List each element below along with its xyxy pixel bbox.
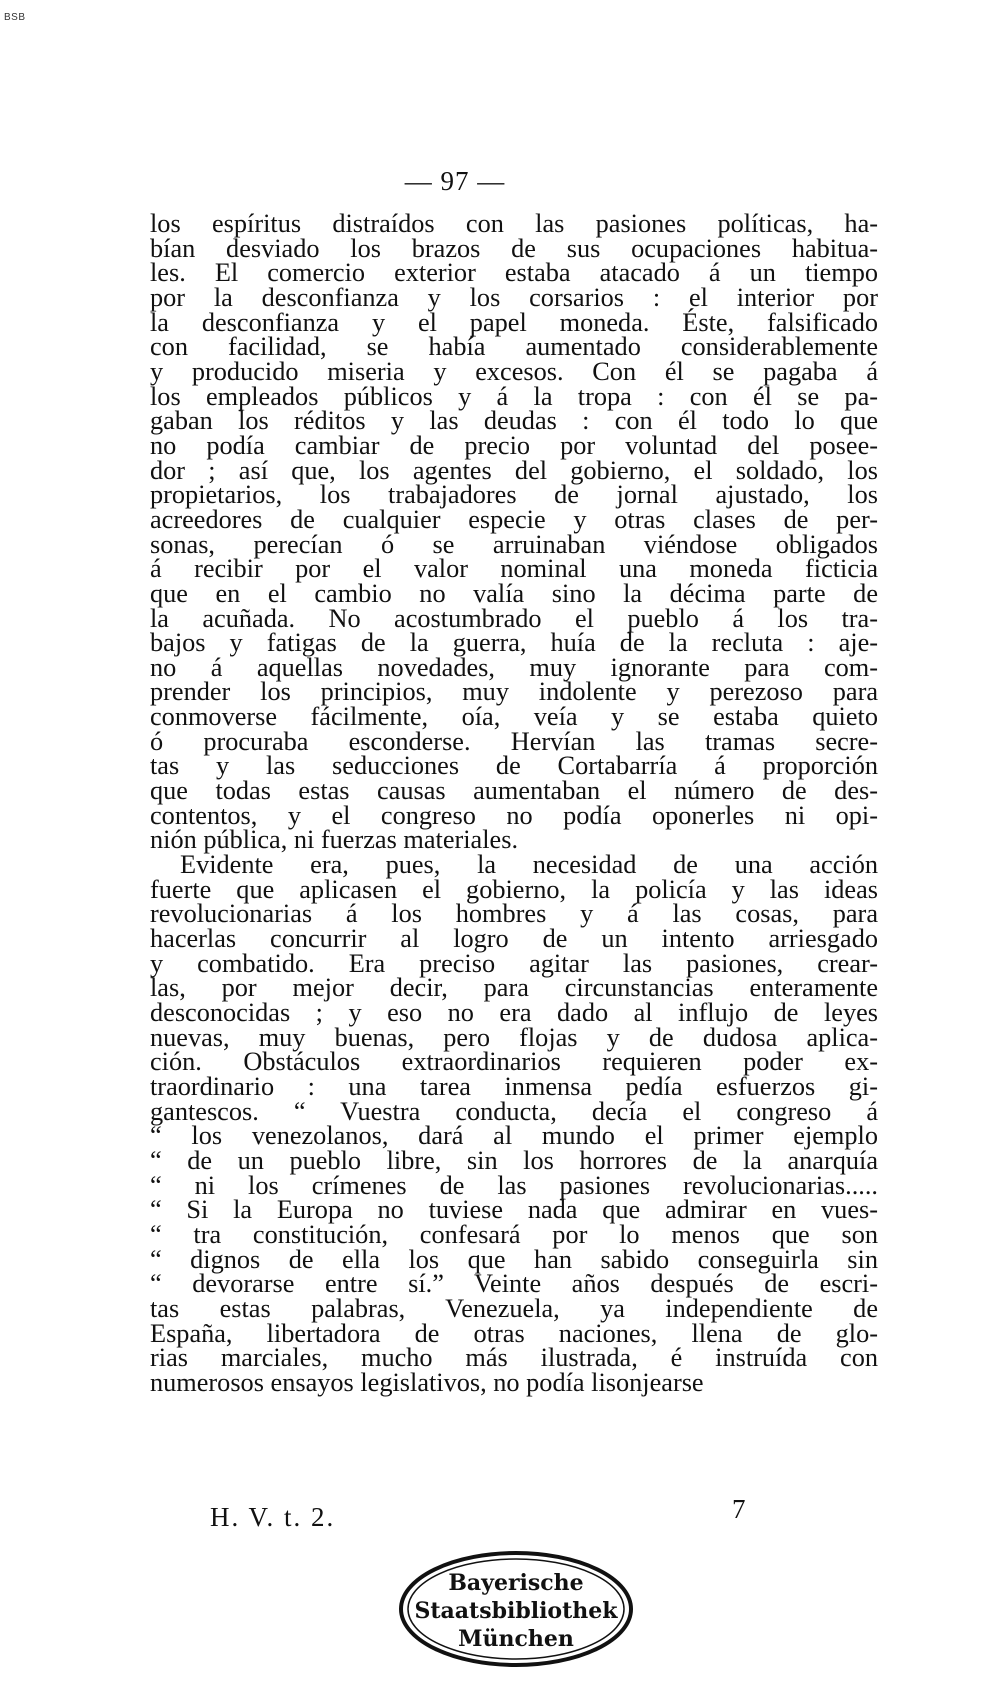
- text-line: ción. Obstáculos extraordinarios requieren poder ex-: [150, 1047, 878, 1077]
- text-line: nión pública, ni fuerzas materiales.: [150, 825, 519, 855]
- text-line: tas estas palabras, Venezuela, ya independiente de: [150, 1293, 878, 1323]
- text-line: ó procuraba esconderse. Hervían las tramas secre-: [150, 726, 878, 756]
- text-line: no á aquellas novedades, muy ignorante para com-: [150, 652, 878, 682]
- text-line: dor ; así que, los agentes del gobierno, el soldado, los: [150, 455, 878, 485]
- text-line: “ devorarse entre sí.” Veinte años después de escri-: [150, 1269, 878, 1299]
- stamp-line-2: Staatsbibliothek: [414, 1598, 618, 1624]
- text-line: “ Si la Europa no tuviese nada que admirar en vues-: [150, 1195, 878, 1225]
- text-line: prender los principios, muy indolente y perezoso para: [150, 677, 878, 707]
- text-line: España, libertadora de otras naciones, llena de glo-: [150, 1318, 878, 1348]
- text-line: “ ni los crímenes de las pasiones revolucionarias.....: [150, 1170, 878, 1200]
- library-stamp: [398, 1550, 634, 1668]
- signature-mark: H. V. t. 2.: [210, 1502, 336, 1532]
- text-line: que todas estas causas aumentaban el número de des-: [150, 776, 878, 806]
- text-line: “ tra constitución, confesará por lo menos que son: [150, 1219, 878, 1249]
- text-line: numerosos ensayos legislativos, no podía lisonjearse: [150, 1367, 704, 1397]
- text-line: bían desviado los brazos de sus ocupaciones habitua-: [150, 233, 878, 263]
- text-line: que en el cambio no valía sino la décima parte de: [150, 578, 878, 608]
- text-line: los espíritus distraídos con las pasiones políticas, ha-: [150, 209, 878, 238]
- text-line: por la desconfianza y los corsarios : el interior por: [150, 282, 878, 312]
- text-line: Evidente era, pues, la necesidad de una acción: [180, 850, 878, 880]
- text-line: los empleados públicos y á la tropa : con él se pa-: [150, 381, 878, 411]
- text-line: gaban los réditos y las deudas : con él todo lo que: [150, 406, 878, 436]
- text-line: “ dignos de ella los que han sabido conseguirla sin: [150, 1244, 878, 1274]
- text-line: sonas, perecían ó se arruinaban viéndose obligados: [150, 529, 878, 559]
- text-line: contentos, y el congreso no podía oponerles ni opi-: [150, 800, 878, 830]
- text-line: gantescos. “ Vuestra conducta, decía el congreso á: [150, 1096, 878, 1126]
- text-line: la acuñada. No acostumbrado el pueblo á los tra-: [150, 603, 878, 633]
- text-line: “ los venezolanos, dará al mundo el primer ejemplo: [150, 1121, 878, 1151]
- text-line: revolucionarias á los hombres y á las cosas, para: [150, 899, 878, 929]
- text-line: con facilidad, se había aumentado considerablemente: [150, 332, 878, 362]
- library-mark: BSB: [4, 12, 26, 23]
- text-line: “ de un pueblo libre, sin los horrores de la anarquía: [150, 1145, 878, 1175]
- text-line: y producido miseria y excesos. Con él se pagaba á: [150, 356, 878, 386]
- text-line: las, por mejor decir, para circunstancias enteramente: [150, 973, 878, 1003]
- stamp-line-1: Bayerische: [448, 1570, 584, 1596]
- text-line: traordinario : una tarea inmensa pedía esfuerzos gi-: [150, 1071, 878, 1101]
- body-text: [150, 209, 878, 1397]
- text-line: á recibir por el valor nominal una moneda ficticia: [150, 554, 878, 584]
- text-line: hacerlas concurrir al logro de un intento arriesgado: [150, 924, 878, 954]
- text-line: conmoverse fácilmente, oía, veía y se estaba quieto: [150, 702, 878, 732]
- text-line: no podía cambiar de precio por voluntad del posee-: [150, 430, 878, 460]
- text-line: nuevas, muy buenas, pero flojas y de dudosa aplica-: [150, 1022, 878, 1052]
- text-line: tas y las seducciones de Cortabarría á proporción: [150, 751, 878, 781]
- text-line: bajos y fatigas de la guerra, huía de la recluta : aje-: [150, 628, 878, 658]
- text-line: rias marciales, mucho más ilustrada, é instruída con: [150, 1343, 878, 1373]
- sheet-number: 7: [732, 1494, 746, 1524]
- stamp-line-3: München: [458, 1626, 574, 1652]
- text-line: la desconfianza y el papel moneda. Éste, falsificado: [150, 307, 878, 337]
- text-line: acreedores de cualquier especie y otras clases de per-: [150, 504, 878, 534]
- text-line: les. El comercio exterior estaba atacado á un tiempo: [150, 258, 878, 288]
- text-line: desconocidas ; y eso no era dado al influjo de leyes: [150, 998, 878, 1027]
- text-line: y combatido. Era preciso agitar las pasiones, crear-: [150, 948, 878, 978]
- text-line: propietarios, los trabajadores de jornal ajustado, los: [150, 480, 878, 510]
- text-line: fuerte que aplicasen el gobierno, la policía y las ideas: [150, 874, 878, 904]
- page-number: — 97 —: [404, 166, 506, 196]
